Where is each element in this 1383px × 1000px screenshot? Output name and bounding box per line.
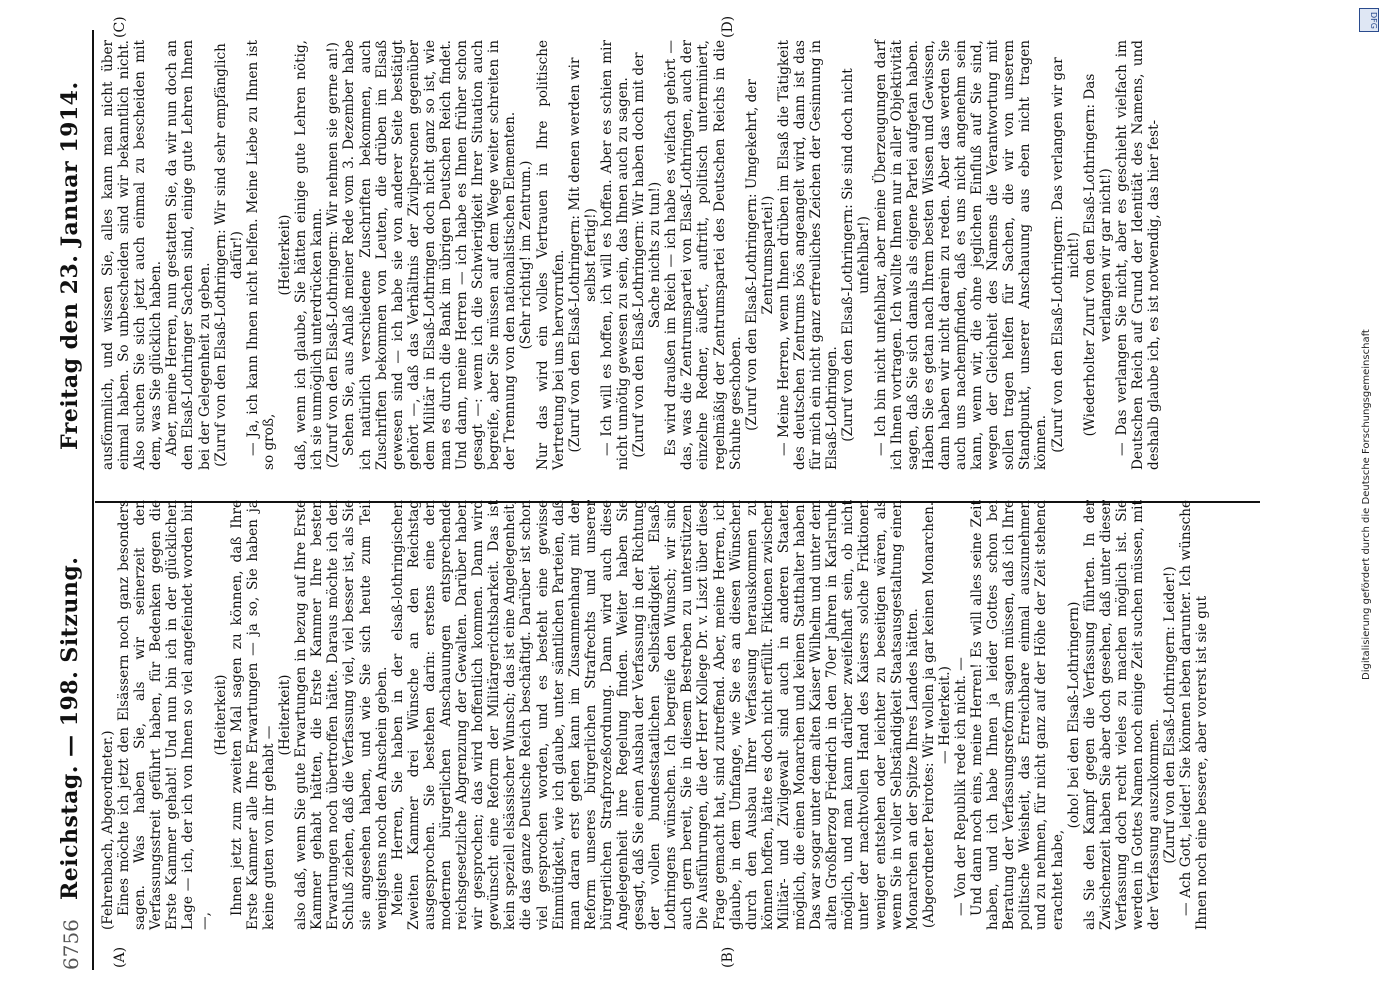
paragraph: — Ich will es hoffen, ich will es hoffen. Aber es schien mir nicht unnötig gewesen zu sein, das Ihnen auch zu sagen. [598, 40, 631, 470]
paragraph: — Von der Republik rede ich nicht. — [952, 657, 969, 916]
margin-mark-c: (C) [112, 16, 128, 38]
margin-mark-b: (B) [720, 946, 736, 968]
paragraph: Nur das wird ein volles Vertrauen in Ihre politische Vertretung bei uns hervorrufen. [534, 40, 567, 470]
dfg-logo: DFG [1359, 8, 1379, 32]
paragraph: — Ja, ich kann Ihnen nicht helfen. Meine Liebe zu Ihnen ist so groß, [244, 40, 277, 470]
credit-strip [1353, 0, 1383, 1000]
left-running-title: Reichstag. — 198. Sitzung. [57, 556, 83, 900]
paragraph: Und dann noch eins, meine Herren! Es will alles seine Zeit haben, und ich habe Ihnen ja leider Gottes schon bei Beratung der Verfassungsreform sagen müssen, daß ich Ihre politische Weisheit, das Erreichbare einmal auszunehmen und zu nehmen, für nicht ganz auf der Höhe der Zeit stehend erachtet habe, [969, 500, 1066, 930]
interjection: (Heiterkeit) [212, 674, 229, 756]
margin-mark-d: (D) [720, 15, 736, 38]
header-rule [92, 30, 94, 970]
paragraph: also daß, wenn Sie gute Erwartungen in bezug auf Ihre Erste Kammer gehabt hätten, die Erste Kammer Ihre besten Erwartungen noch übertroffen hätte. Daraus möchte ich den Schluß ziehen, daß die Verfassung viel, viel besser ist, als Sie sie angesehen haben, und wie Sie sich heute zum Teil wenigstens noch den Anschein geben. [293, 500, 390, 930]
right-column [100, 40, 1162, 470]
interjection: (Zuruf von den Elsaß-Lothringern: Wir nehmen sie gerne an!) [325, 42, 342, 468]
paragraph: — Ach Gott, leider! Sie können leben darunter. Ich wünsche Ihnen noch eine bessere, aber vorerst ist sie gut [1178, 500, 1211, 930]
digitization-credit: Digitalisierung gefördert durch die Deutsche Forschungsgemeinschaft [1361, 329, 1372, 680]
interjection: (Zuruf von den Elsaß-Lothringern: Leider!) [1162, 566, 1179, 864]
right-running-title: Freitag den 23. Januar 1914. [57, 81, 83, 450]
paragraph: Es wird draußen im Reich — ich habe es vielfach gehört — das, was die Zentrumspartei von Elsaß-Lothringen, auch der einzelne Redner, äußert, auftritt, politisch unterminiert, regelmäßig der Zentrumspartei des Deutschen Reichs in die Schuhe geschoben. [663, 40, 744, 470]
page-header [55, 30, 95, 970]
interjection: (Zuruf von den Elsaß-Lothringern: Umgekehrt, der Zentrumspartei!) [743, 79, 776, 431]
paragraph: Meine Herren, Sie haben in der elsaß-lothringischen Zweiten Kammer drei Wünsche an den Reichstag ausgesprochen. Sie bestehen darin: erstens eine den modernen bürgerlichen Anschauungen entsprechende reichsgesetzliche Abgrenzung der Gewalten. Darüber haben wir gesprochen; das wird hoffentlich kommen. Dann wird gewünscht eine Reform der Militärgerichtsbarkeit. Das ist kein speziell elsässischer Wunsch; das ist eine Angelegenheit, die das ganze Deutsche Reich beschäftigt. Darüber ist schon viel gesprochen worden, und es besteht eine gewisse Einmütigkeit, wie ich glaube, unter sämtlichen Parteien, daß man daran erst gehen kann im Zusammenhang mit der Reform unseres bürgerlichen Strafrechts und unserer bürgerlichen Strafprozeßordnung. Dann wird auch diese Angelegenheit ihre Regelung finden. Weiter haben Sie gesagt, daß Sie einen Ausbau der Verfassung in der Richtung der vollen bundesstaatlichen Selbständigkeit Elsaß-Lothringens wünschen. Ich begreife den Wunsch; wir sind auch gern bereit, Sie in diesem Bestreben zu unterstützen. Die Ausführungen, die der Herr Kollege Dr. v. Liszt über diese Frage gemacht hat, sind zutreffend. Aber, meine Herren, ich glaube, in dem Umfange, wie Sie es an diesen Wünschen durch den Ausbau Ihrer Verfassung herauskommen zu können hoffen, hätte es doch nicht erfüllt. Fiktionen zwischen Militär- und Zivilgewalt sind auch in anderen Staaten möglich, die einen Monarchen und keinen Statthalter haben. Das war sogar unter dem alten Kaiser Wilhelm und unter dem alten Großherzog Friedrich in den 70er Jahren in Karlsruhe möglich, und man kann darüber zweifelhaft sein, ob nicht unter der machtvollen Hand des Kaisers solche Friktionen weniger entstehen oder leichter zu beseitigen wären, als wenn Sie in voller Selbständigkeit Staatsausgestaltung einen Monarchen an der Spitze Ihres Landes hätten. [389, 500, 921, 930]
speaker-line: (Fehrenbach, Abgeordneter.) [100, 730, 116, 930]
interjection: (Zuruf von den Elsaß-Lothringern: Sie sind doch nicht unfehlbar!) [840, 68, 873, 442]
interjection: (Wiederholter Zuruf von den Elsaß-Lothringern: Das verlangen wir gar nicht!) [1081, 73, 1114, 437]
interjection: (Zuruf von den Elsaß-Lothringern: Wir sind sehr empfänglich dafür!) [212, 43, 245, 467]
paragraph: Eines möchte ich jetzt den Elsässern noch ganz besonders sagen. Was haben Sie, als wir seinerzeit den Verfassungsstreit geführt haben, für Bedenken gegen die Erste Kammer gehabt! Und nun bin ich in der glücklichen Lage — ich, der ich von Ihnen so viel angefeindet worden bin —, [116, 500, 213, 930]
paragraph: Ihnen jetzt zum zweiten Mal sagen zu können, daß Ihre Erste Kammer alle Ihre Erwartungen — ja so, Sie haben ja keine guten von ihr gehabt — [228, 500, 277, 930]
interjection: (Zuruf von den Elsaß-Lothringern: Mit denen werden wir selbst fertig!) [566, 57, 599, 453]
paragraph: — Ich bin nicht unfehlbar, aber meine Überzeugungen darf ich Ihnen vortragen. Ich wollte Ihnen nur in aller Objektivität sagen, daß Sie sich damals als eigene Partei aufgetan haben. Haben Sie es getan nach Ihrem besten Wissen und Gewissen, dann haben wir nicht darein zu reden. Aber das werden Sie auch uns nachempfinden, daß es uns nicht angenehm sein kann, wenn wir, die ohne jeglichen Einfluß auf Sie sind, wegen der Gleichheit des Namens die Verantwortung mit sollen tragen helfen für Sachen, die wir von unserem Standpunkt, unserer Anschauung aus eben nicht tragen können. [872, 40, 1050, 470]
interjection: (Heiterkeit) [277, 214, 294, 296]
interjection: (Zuruf von den Elsaß-Lothringern: Wir haben doch mit der Sache nichts zu tun!) [631, 52, 664, 458]
left-column [100, 500, 1210, 930]
interjection: (oho! bei den Elsaß-Lothringern) [1065, 601, 1082, 829]
paragraph: als Sie den Kampf gegen die Verfassung führten. In der Zwischenzeit haben Sie aber doch gesehen, daß unter dieser Verfassung doch recht vieles zu machen möglich ist. Sie werden in Gottes Namen noch einige Zeit suchen müssen, mit der Verfassung auszukommen. [1081, 500, 1163, 930]
paragraph: daß, wenn ich glaube, Sie hätten einige gute Lehren nötig, ich sie unmöglich unterdrücken kann. [293, 40, 326, 470]
paragraph: Aber, meine Herren, nun gestatten Sie, da wir nun doch an den Elsaß-Lothringer Sachen sind, einige gute Lehren Ihnen bei der Gelegenheit zu geben. [164, 40, 213, 470]
paragraph: — Das verlangen Sie nicht, aber es geschieht vielfach im Deutschen Reich auf Grund der Identität des Namens, und deshalb glaube ich, es ist notwendig, das hier fest- [1113, 40, 1163, 470]
margin-mark-a: (A) [112, 946, 128, 968]
interjection: (Zuruf von den Elsaß-Lothringern: Das verlangen wir gar nicht!) [1049, 57, 1082, 453]
interjection: (Heiterkeit) [277, 674, 294, 756]
interjection: (Abgeordneter Peirotes: Wir wollen ja gar keinen Monarchen. — Heiterkeit.) [920, 501, 953, 929]
paragraph: Sehen Sie, aus Anlaß meiner Rede vom 3. Dezember habe ich natürlich verschiedene Zuschriften bekommen, auch Zuschriften bekommen von Leuten, die drüben im Elsaß gewesen sind — ich habe sie von anderer Seite bestätigt gehört —, daß das Verhältnis der Zivilpersonen gegenüber dem Militär in Elsaß-Lothringen doch nicht ganz so ist, wie man es durch die Bank im übrigen Deutschen Reich findet. Und dann, meine Herren — ich habe es Ihnen früher schon gesagt —: wenn ich die Schwierigkeit Ihrer Situation auch begreife, aber Sie müssen auf dem Wege weiter schreiten in der Trennung von den nationalistischen Elementen. [341, 40, 519, 470]
interjection: (Sehr richtig! im Zentrum.) [518, 160, 535, 350]
page-number: 6756 [59, 919, 83, 970]
paragraph: — Meine Herren, wenn Ihnen drüben im Elsaß die Tätigkeit des deutschen Zentrums bös angeangelt wird, dann ist das für mich ein nicht ganz erfreuliches Zeichen der Gesinnung in Elsaß-Lothringen. [775, 40, 841, 470]
paragraph: ausfömmlich, und wissen Sie, alles kann man nicht über einmal haben. So unbescheiden sind wir bekanntlich nicht. Also suchen Sie sich jetzt auch einmal zu bescheiden mit dem, was Sie glücklich haben. [100, 40, 165, 470]
